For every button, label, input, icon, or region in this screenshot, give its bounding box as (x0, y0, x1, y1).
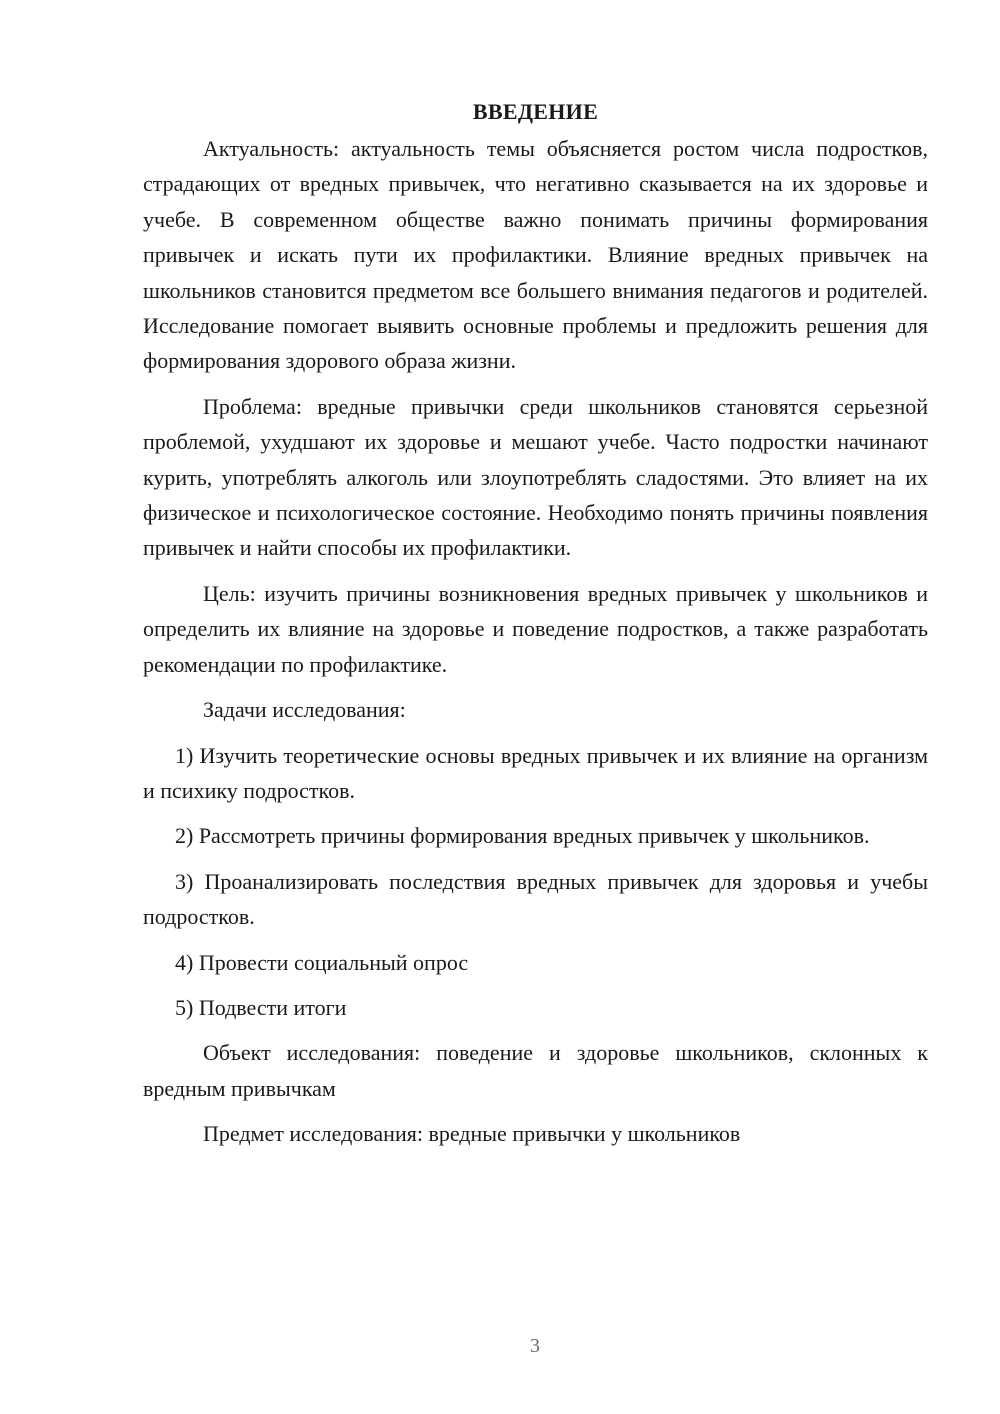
task-item-2: 2) Рассмотреть причины формирования вредных привычек у школьников. (175, 823, 870, 849)
task-item-1: 1) Изучить теоретические основы вредных привычек и их влияние на организм и психику подростков. (143, 742, 928, 803)
page-content (143, 94, 928, 1162)
task-item-4: 4) Провести социальный опрос (175, 949, 469, 975)
object-paragraph: Объект исследования: поведение и здоровье школьников, склонных к вредным привычкам (143, 1040, 928, 1101)
page-title: ВВЕДЕНИЕ (472, 99, 599, 124)
goal-paragraph: Цель: изучить причины возникновения вредных привычек у школьников и определить их влияние на здоровье и поведение подростков, а также разработать рекомендации по профилактике. (143, 580, 928, 677)
problem-paragraph: Проблема: вредные привычки среди школьников становятся серьезной проблемой, ухудшают их здоровье и мешают учебе. Часто подростки начинают курить, употреблять алкоголь или злоупотреблять сладостями. Это влияет на их физическое и психологическое состояние. Необходимо понять причины появления привычек и найти способы их профилактики. (143, 393, 928, 561)
task-item-3: 3) Проанализировать последствия вредных привычек для здоровья и учебы подростков. (143, 868, 928, 930)
tasks-heading: Задачи исследования: (203, 697, 406, 723)
relevance-paragraph: Актуальность: актуальность темы объясняется ростом числа подростков, страдающих от вредных привычек, что негативно сказывается на их здоровье и учебе. В современном обществе важно понимать причины формирования привычек и искать пути их профилактики. Влияние вредных привычек на школьников становится предметом все большего внимания педагогов и родителей. Исследование помогает выявить основные проблемы и предложить решения для формирования здорового образа жизни. (143, 136, 928, 374)
subject-paragraph: Предмет исследования: вредные привычки у школьников (203, 1121, 741, 1147)
task-item-5: 5) Подвести итоги (175, 994, 347, 1020)
page-number: 3 (530, 1335, 540, 1357)
